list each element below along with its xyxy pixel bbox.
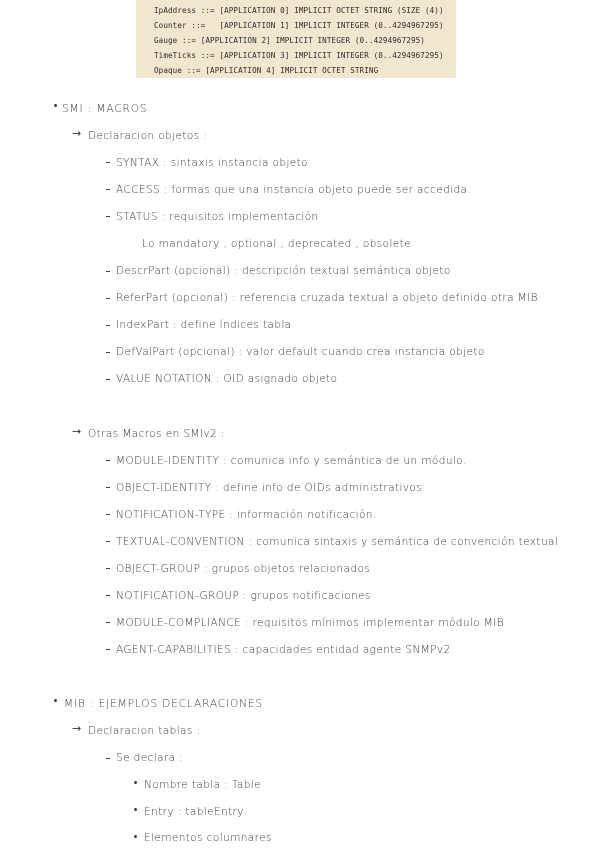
note-module-identity: MODULE-IDENTITY : comunica info y semántica de un módulo.: [116, 455, 467, 467]
bullet-icon: [134, 808, 137, 811]
bullet-icon: [134, 781, 137, 784]
dash-icon: [106, 298, 110, 299]
dash-icon: [106, 541, 110, 542]
note-access: ACCESS : formas que una instancia objeto puede ser accedida.: [116, 184, 472, 196]
note-notification-type: NOTIFICATION-TYPE : información notificación.: [116, 509, 377, 521]
bullet-icon: [54, 104, 57, 107]
note-module-compliance: MODULE-COMPLIANCE : requisitos mínimos implementar módulo MIB: [116, 617, 505, 629]
note-entry: Entry : tableEntry: [144, 806, 244, 818]
note-syntax: SYNTAX : sintaxis instancia objeto: [116, 157, 308, 169]
dash-icon: [106, 325, 110, 326]
dash-icon: [106, 568, 110, 569]
bullet-icon: [134, 835, 137, 838]
code-line: IpAddress ::= [APPLICATION 0] IMPLICIT OCTET STRING (SIZE (4)): [154, 6, 444, 15]
dash-icon: [106, 758, 110, 759]
note-textual-convention: TEXTUAL-CONVENTION : comunica sintaxis y semántica de convención textual: [116, 536, 559, 548]
bullet-icon: [54, 699, 57, 702]
code-line: Opaque ::= [APPLICATION 4] IMPLICIT OCTET STRING: [154, 66, 379, 75]
arrow-right-icon: →: [72, 425, 82, 438]
code-block: [136, 0, 456, 78]
note-elementos-columnares: Elementos columnares: [144, 832, 272, 844]
note-object-identity: OBJECT-IDENTITY : define info de OIDs administrativos: [116, 482, 423, 494]
subheading-declaracion-tablas: Declaracion tablas :: [88, 725, 201, 737]
arrow-right-icon: →: [72, 127, 82, 140]
note-referpart: ReferPart (opcional) : referencia cruzada textual a objeto definido otra MIB: [116, 292, 538, 304]
note-object-group: OBJECT-GROUP : grupos objetos relacionados: [116, 563, 371, 575]
dash-icon: [106, 622, 110, 623]
dash-icon: [106, 162, 110, 163]
note-defvalpart: DefValPart (opcional) : valor default cuando crea instancia objeto: [116, 346, 485, 358]
code-line: TimeTicks ::= [APPLICATION 3] IMPLICIT INTEGER (0..4294967295): [154, 51, 444, 60]
dash-icon: [106, 487, 110, 488]
dash-icon: [106, 352, 110, 353]
dash-icon: [106, 649, 110, 650]
dash-icon: [106, 595, 110, 596]
note-nombre-tabla: Nombre tabla : Table: [144, 779, 261, 791]
subheading-declaracion-objetos: Declaracion objetos :: [88, 130, 208, 142]
dash-icon: [106, 189, 110, 190]
note-value-notation: VALUE NOTATION : OID asignado objeto: [116, 373, 338, 385]
note-status-values: Lo mandatory , optional , deprecated , obsolete: [142, 238, 412, 250]
subheading-otras-macros: Otras Macros en SMIv2 :: [88, 428, 225, 440]
note-indexpart: IndexPart : define índices tabla: [116, 319, 292, 331]
dash-icon: [106, 460, 110, 461]
note-agent-capabilities: AGENT-CAPABILITIES : capacidades entidad agente SNMPv2: [116, 644, 451, 656]
dash-icon: [106, 271, 110, 272]
note-descrpart: DescrPart (opcional) : descripción textual semántica objeto: [116, 265, 451, 277]
arrow-right-icon: →: [72, 722, 82, 735]
section-heading-smi: SMI : MACROS: [62, 103, 148, 115]
note-notification-group: NOTIFICATION-GROUP : grupos notificaciones: [116, 590, 371, 602]
code-line: Counter ::= [APPLICATION 1] IMPLICIT INTEGER (0..4294967295): [154, 21, 444, 30]
dash-icon: [106, 379, 110, 380]
code-line: Gauge ::= [APPLICATION 2] IMPLICIT INTEGER (0..4294967295): [154, 36, 425, 45]
note-status: STATUS : requisitos implementación: [116, 211, 319, 223]
note-se-declara: Se declara :: [116, 752, 184, 764]
dash-icon: [106, 514, 110, 515]
section-heading-mib: MIB : EJEMPLOS DECLARACIONES: [64, 698, 263, 710]
dash-icon: [106, 216, 110, 217]
